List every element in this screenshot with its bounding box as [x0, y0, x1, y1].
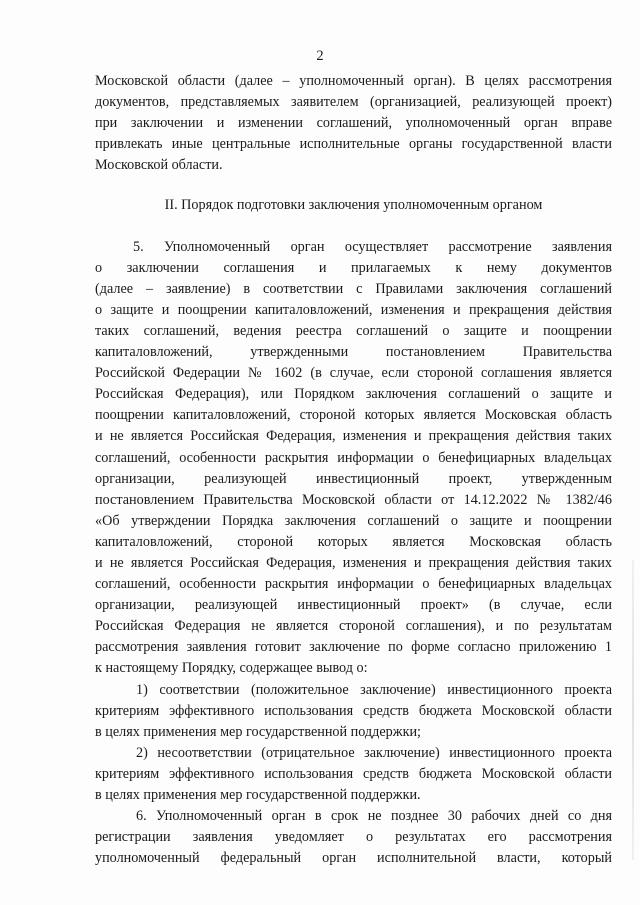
- text-line: 5. Уполномоченный орган осуществляет рассмотрение заявления: [133, 238, 612, 255]
- section-heading: II. Порядок подготовки заключения уполномоченным органом: [164, 197, 543, 214]
- text-line: документов, представляемых заявителем (организацией, реализующей проект): [95, 94, 612, 111]
- scan-edge-shadow: [632, 560, 634, 860]
- list-item-1: [95, 680, 612, 743]
- text-line: 2) несоответствии (отрицательное заключение) инвестиционного проекта: [136, 744, 612, 761]
- text-line: соглашений, особенности раскрытия информации о бенефициарных владельцах: [95, 576, 612, 593]
- text-line: Российская Федерация не является стороной соглашения), и по результатам: [95, 618, 612, 635]
- document-body: [95, 71, 612, 869]
- text-line: о защите и поощрении капиталовложений, изменения и прекращения действия: [95, 301, 612, 318]
- text-line: привлекать иные центральные исполнительные органы государственной власти: [95, 136, 612, 153]
- text-line: критериям эффективного использования средств бюджета Московской области: [95, 765, 612, 782]
- text-line: в целях применения мер государственной поддержки.: [95, 787, 421, 803]
- text-line: в целях применения мер государственной поддержки;: [95, 723, 421, 740]
- text-line: организации, реализующей инвестиционный проект, утвержденным: [95, 470, 612, 487]
- paragraph-5: [95, 237, 612, 680]
- page-number: 2: [316, 48, 324, 64]
- list-item-2: [95, 743, 612, 806]
- text-line: уполномоченный федеральный орган исполнительной власти, который: [95, 850, 612, 867]
- text-line: организации, реализующей инвестиционный проект» (в случае, если: [95, 597, 612, 614]
- text-line: постановлением Правительства Московской области от 14.12.2022 № 1382/46: [95, 491, 612, 508]
- text-line: поощрении капиталовложений, стороной которых является Московская область: [95, 407, 612, 424]
- text-line: к настоящему Порядку, содержащее вывод о:: [95, 660, 368, 677]
- text-line: 6. Уполномоченный орган в срок не позднее 30 рабочих дней со дня: [136, 808, 612, 825]
- text-line: при заключении и изменении соглашений, уполномоченный орган вправе: [95, 115, 612, 132]
- paragraph-6: [95, 806, 612, 869]
- text-line: «Об утверждении Порядка заключения соглашений о защите и поощрении: [95, 512, 612, 529]
- text-line: 1) соответствии (положительное заключение) инвестиционного проекта: [136, 681, 612, 698]
- text-line: Российской Федерации № 1602 (в случае, если стороной соглашения является: [95, 365, 612, 382]
- text-line: Московской области.: [95, 157, 223, 174]
- text-line: и не является Российская Федерация, изменения и прекращения действия таких: [95, 428, 612, 445]
- text-line: капиталовложений, стороной которых является Московская область: [95, 533, 612, 550]
- text-line: (далее – заявление) в соответствии с Правилами заключения соглашений: [95, 280, 612, 297]
- text-line: Российская Федерация), или Порядком заключения соглашений о защите и: [95, 386, 612, 403]
- text-line: Московской области (далее – уполномоченный орган). В целях рассмотрения: [95, 73, 612, 89]
- text-line: рассмотрения заявления готовит заключение по форме согласно приложению 1: [95, 639, 612, 656]
- paragraph-intro: [95, 71, 612, 176]
- text-line: соглашений, особенности раскрытия информации о бенефициарных владельцах: [95, 449, 612, 466]
- text-line: и не является Российская Федерация, изменения и прекращения действия таких: [95, 554, 612, 571]
- text-line: о заключении соглашения и прилагаемых к нему документов: [95, 259, 612, 276]
- text-line: регистрации заявления уведомляет о результатах его рассмотрения: [95, 829, 612, 846]
- text-line: капиталовложений, утвержденными постановлением Правительства: [95, 344, 612, 361]
- text-line: таких соглашений, ведения реестра соглашений о защите и поощрении: [95, 322, 612, 339]
- text-line: критериям эффективного использования средств бюджета Московской области: [95, 702, 612, 719]
